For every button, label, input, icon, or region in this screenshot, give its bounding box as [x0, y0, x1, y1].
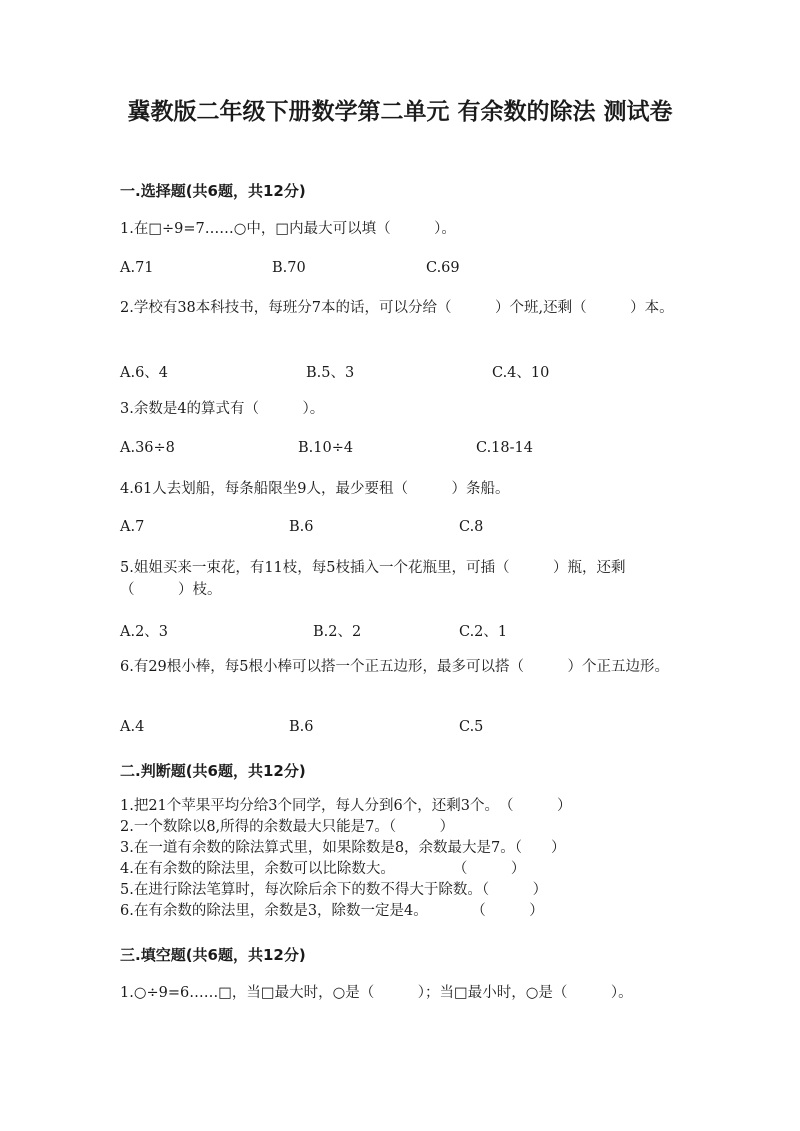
option-b: B.10÷4: [298, 440, 354, 456]
option-a: A.7: [120, 519, 145, 535]
judge-item-2: 2.一个数除以8,所得的余数最大只能是7。（ ）: [120, 819, 455, 835]
option-b: B.6: [289, 719, 314, 735]
choice-options-1: [120, 260, 680, 282]
section-heading-fill: 三.填空题(共6题，共12分): [120, 946, 306, 964]
option-a: A.6、4: [120, 365, 169, 381]
option-c: C.2、1: [459, 624, 508, 640]
judge-list: [120, 796, 680, 922]
option-b: B.5、3: [306, 365, 355, 381]
choice-question-6: 6.有29根小棒，每5根小棒可以搭一个正五边形，最多可以搭（ ）个正五边形。: [120, 659, 670, 675]
judge-item-5: 5.在进行除法笔算时，每次除后余下的数不得大于除数。（ ）: [120, 882, 548, 898]
choice-options-6: [120, 719, 680, 741]
judge-item-3: 3.在一道有余数的除法算式里，如果除数是8，余数最大是7。（ ）: [120, 840, 566, 856]
option-c: C.8: [459, 519, 484, 535]
judge-item-1: 1.把21个苹果平均分给3个同学，每人分到6个，还剩3个。 （ ）: [120, 798, 572, 814]
option-b: B.2、2: [313, 624, 362, 640]
option-a: A.4: [120, 719, 145, 735]
page-title: 冀教版二年级下册数学第二单元 有余数的除法 测试卷: [127, 99, 673, 125]
section-heading-choice: 一.选择题(共6题，共12分): [120, 182, 306, 200]
option-c: C.5: [459, 719, 484, 735]
option-a: A.36÷8: [120, 440, 175, 456]
choice-question-1: 1.在□÷9=7……○中，□内最大可以填（ ）。: [120, 221, 456, 237]
choice-options-5: [120, 620, 680, 642]
choice-options-3: [120, 440, 680, 462]
choice-question-5: 5.姐姐买来一束花，有11枝，每5枝插入一个花瓶里，可插（ ）瓶，还剩（ ）枝。: [120, 560, 626, 598]
section-heading-judge: 二.判断题(共6题，共12分): [120, 762, 306, 780]
option-a: A.2、3: [120, 624, 169, 640]
choice-question-3: 3.余数是4的算式有（ ）。: [120, 401, 325, 417]
option-b: B.70: [272, 260, 306, 276]
choice-options-2: [120, 361, 680, 383]
fill-question-1: 1.○÷9=6……□，当□最大时，○是（ ）；当□最小时，○是（ ）。: [120, 985, 633, 1001]
option-b: B.6: [289, 519, 314, 535]
option-c: C.4、10: [492, 365, 550, 381]
option-a: A.71: [120, 260, 154, 276]
choice-question-2: 2.学校有38本科技书，每班分7本的话，可以分给（ ）个班,还剩（ ）本。: [120, 300, 674, 316]
judge-item-4: 4.在有余数的除法里，余数可以比除数大。 （ ）: [120, 861, 526, 877]
option-c: C.18-14: [476, 440, 533, 456]
choice-options-4: [120, 519, 680, 541]
option-c: C.69: [426, 260, 460, 276]
choice-question-4: 4.61人去划船，每条船限坐9人，最少要租（ ）条船。: [120, 481, 510, 497]
judge-item-6: 6.在有余数的除法里，余数是3，除数一定是4。 （ ）: [120, 903, 544, 919]
